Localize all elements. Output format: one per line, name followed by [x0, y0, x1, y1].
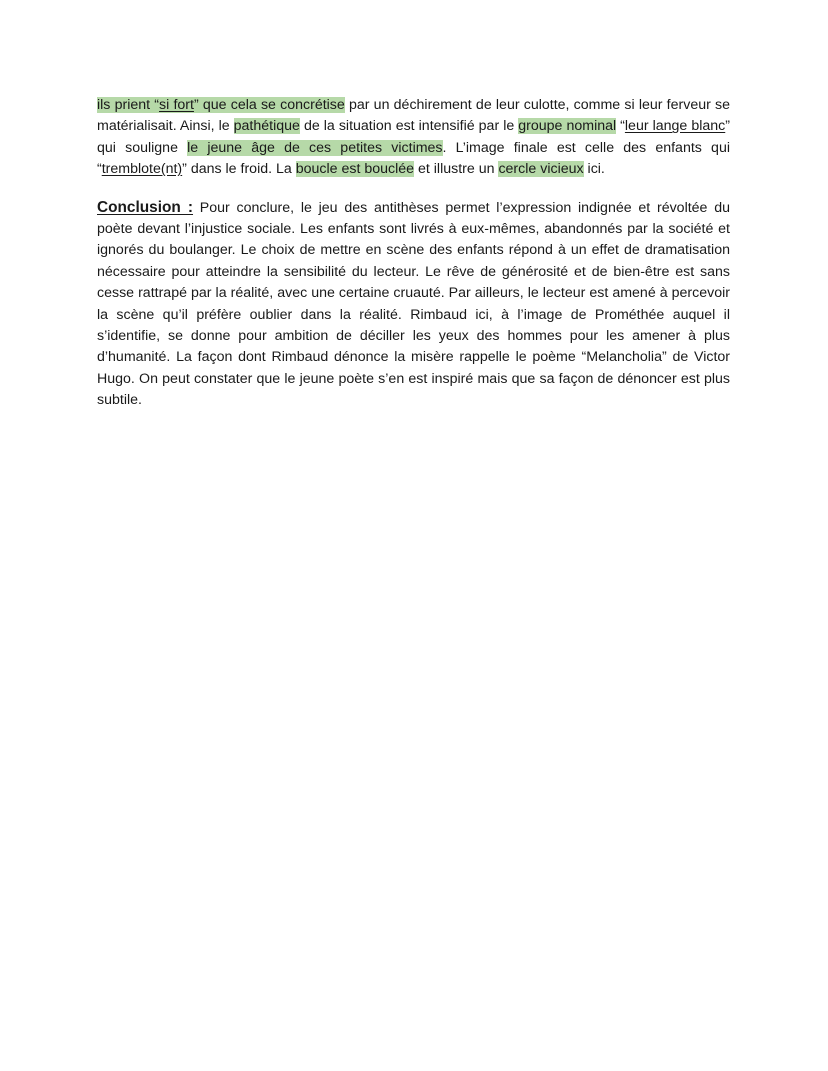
text-segment: ” que cela se concrétise [193, 97, 345, 113]
text-segment: par un déchirement de leur culotte, comme si leur ferveur se matérialisait. Ainsi, le [97, 97, 730, 135]
analysis-paragraph [97, 95, 730, 181]
conclusion-body: Pour conclure, le jeu des antithèses permet l’expression indignée et révoltée du poète devant l’injustice sociale. Les enfants sont livrés à eux-mêmes, abandonnés par la société et ignorés du boulanger. Le choix de mettre en scène des enfants répond à un effet de dramatisation nécessaire pour atteindre la sensibilité du lecteur. Le rêve de générosité et de bien-être est sans cesse rattrapé par la réalité, avec une certaine cruauté. Par ailleurs, le lecteur est amené à percevoir la scène qu’il préfère oublier dans la réalité. Rimbaud ici, à l’image de Prométhée auquel il s’identifie, se donne pour ambition de déciller les yeux des hommes pour les amener à plus d’humanité. La façon dont Rimbaud dénonce la misère rappelle le poème “Melancholia” de Victor Hugo. On peut constater que le jeune poète s’en est inspiré mais que sa façon de dénoncer est plus subtile. [97, 199, 730, 409]
text-segment: ils prient [97, 97, 155, 113]
quote-si-fort: si fort [159, 97, 194, 113]
highlight-pathetique: pathétique [233, 118, 300, 135]
highlight-prayer [97, 97, 345, 113]
conclusion-paragraph [97, 197, 730, 412]
text-segment: ” qui souligne [97, 118, 730, 156]
highlight-boucle: boucle est bouclée [295, 161, 415, 178]
text-segment: “ [616, 118, 625, 135]
highlight-jeune-age: le jeune âge de ces petites victimes [187, 139, 443, 156]
conclusion-heading: Conclusion : [97, 198, 194, 216]
quote-lange-blanc: leur lange blanc [624, 118, 726, 135]
text-segment: . L’image finale est celle des enfants qui “ [97, 139, 730, 178]
text-segment: de la situation est intensifié par le [299, 118, 519, 135]
text-segment: “ [154, 97, 160, 113]
text-segment: et illustre un [414, 161, 499, 178]
text-segment: ” dans le froid. La [182, 161, 296, 178]
quote-tremblote: tremblote(nt) [101, 161, 183, 178]
highlight-cercle-vicieux: cercle vicieux [498, 161, 584, 178]
text-segment: ici. [583, 161, 605, 178]
document-page [97, 95, 730, 412]
highlight-groupe-nominal: groupe nominal [518, 118, 617, 135]
